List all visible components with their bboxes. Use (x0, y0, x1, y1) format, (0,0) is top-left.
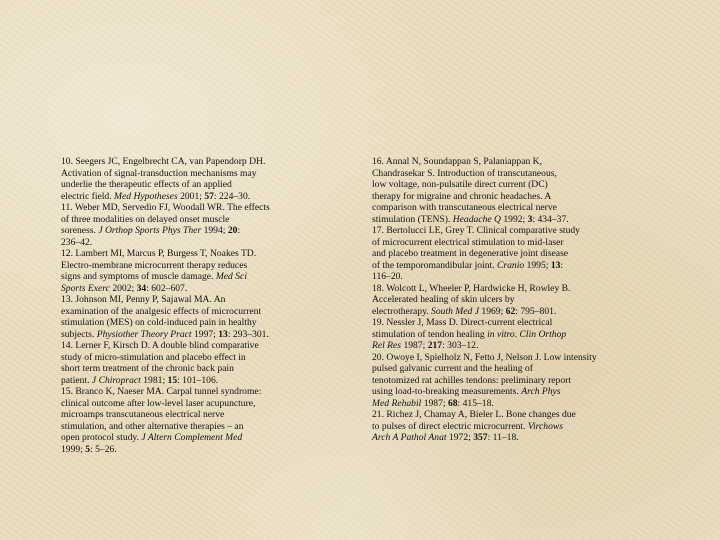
reference-line (372, 294, 622, 306)
reference-ref-21 (372, 409, 622, 444)
journal-name: Virchows (527, 420, 564, 432)
reference-ref-17 (372, 225, 622, 283)
reference-text: of three modalities on delayed onset muscle (61, 213, 230, 225)
reference-text: study of micro-stimulation and placebo effect in (61, 351, 246, 363)
reference-line (61, 432, 311, 444)
reference-text: stimulation, and other alternative therapies – an (61, 420, 244, 432)
reference-ref-18 (372, 283, 622, 318)
reference-ref-13 (61, 294, 311, 340)
reference-text: Activation of signal-transduction mechanisms may (61, 167, 257, 179)
journal-name: in vitro (487, 328, 515, 340)
reference-text: 2002; (109, 282, 137, 294)
reference-line (372, 214, 622, 226)
reference-line (372, 237, 622, 249)
reference-text: examination of the analgesic effects of microcurrent (61, 305, 262, 317)
reference-ref-15 (61, 386, 311, 455)
reference-text: short term treatment of the chronic back pain (61, 363, 234, 374)
reference-text: electrotherapy. (372, 305, 432, 317)
reference-line (372, 375, 622, 387)
journal-name: Med Hypotheses (114, 190, 178, 202)
reference-line (372, 386, 622, 398)
reference-line (61, 363, 311, 375)
journal-name: Med Sci (215, 271, 247, 282)
reference-text: : 5–26. (90, 443, 117, 455)
reference-line (372, 398, 622, 410)
reference-text: : 303–12. (442, 340, 479, 351)
reference-line (61, 386, 311, 398)
reference-text: 1997; (191, 328, 219, 340)
reference-line (372, 409, 622, 421)
reference-line (372, 179, 622, 191)
reference-text: 19. Nessler J, Mass D. Direct-current electrical (372, 317, 553, 328)
reference-ref-12 (61, 248, 311, 294)
reference-ref-16 (372, 156, 622, 225)
reference-text: 10. Seegers JC, Engelbrecht CA, van Papendorp DH. (61, 156, 266, 167)
reference-line (61, 214, 311, 226)
reference-line (61, 237, 311, 249)
journal-name: Rel Res (372, 340, 402, 351)
journal-name: Arch Phys (521, 386, 561, 397)
reference-line (61, 306, 311, 318)
journal-name: Headache Q (452, 213, 501, 225)
reference-text: 1981; (140, 374, 168, 386)
reference-text: : 224–30. (213, 190, 251, 202)
reference-text: 2001; (177, 190, 205, 202)
reference-text: . (514, 328, 520, 340)
reference-line (372, 421, 622, 433)
reference-text: 21. Richez J, Chamay A, Bieler L. Bone changes due (372, 409, 576, 420)
reference-line (61, 191, 311, 203)
reference-text: : 602–607. (146, 282, 188, 294)
reference-text: 1994; (201, 225, 228, 236)
reference-text: low voltage, non-pulsatile direct current (DC) (372, 179, 548, 190)
reference-text: 1972; (446, 432, 474, 443)
reference-line (372, 225, 622, 237)
reference-ref-11 (61, 202, 311, 248)
volume-number: 62 (505, 305, 516, 317)
reference-line (61, 421, 311, 433)
reference-text: stimulation (TENS). (372, 213, 453, 225)
reference-ref-20 (372, 352, 622, 410)
reference-text: 14. Lerner F, Kirsch D. A double blind comparative (61, 340, 259, 351)
reference-line (61, 329, 311, 341)
reference-line (372, 271, 622, 283)
journal-name: J Orthop Sports Phys Ther (98, 225, 202, 236)
volume-number: 357 (473, 432, 488, 443)
reference-text: 1999; (61, 443, 86, 455)
reference-text: of microcurrent electrical stimulation to mid-laser (372, 236, 564, 248)
reference-line (372, 363, 622, 375)
reference-text: stimulation (MES) on cold-induced pain in healthy (61, 317, 257, 328)
reference-line (61, 375, 311, 387)
reference-line (372, 202, 622, 214)
reference-text: and placebo treatment in degenerative joint disease (372, 248, 569, 259)
reference-line (61, 260, 311, 272)
reference-text: Accelerated healing of skin ulcers by (372, 294, 515, 305)
volume-number: 5 (85, 443, 91, 455)
reference-text: 1995; (524, 259, 551, 271)
reference-line (61, 225, 311, 237)
volume-number: 68 (447, 397, 458, 409)
reference-line (61, 248, 311, 260)
reference-text: clinical outcome after low-level laser acupuncture, (61, 397, 256, 409)
volume-number: 34 (136, 282, 147, 294)
reference-line (61, 398, 311, 410)
reference-ref-14 (61, 340, 311, 386)
reference-line (61, 202, 311, 214)
reference-text: 13. Johnson MI, Penny P, Sajawal MA. An (61, 294, 226, 305)
journal-name: J Altern Complement Med (141, 432, 243, 443)
reference-text: comparison with transcutaneous electrical nerve (372, 202, 557, 213)
reference-text: soreness. (61, 225, 99, 236)
reference-text: pulsed galvanic current and the healing of (372, 363, 533, 374)
volume-number: 57 (204, 190, 214, 202)
reference-text: tenotomized rat achilles tendons: preliminary report (372, 374, 572, 386)
reference-text: : 434–37. (532, 213, 569, 225)
journal-name: Arch A Pathol Anat (372, 432, 447, 443)
reference-line (372, 248, 622, 260)
volume-number: 13 (218, 328, 228, 340)
reference-ref-10 (61, 156, 311, 202)
reference-text: electric field. (61, 190, 114, 202)
reference-text: microamps transcutaneous electrical nerve (61, 409, 225, 420)
reference-text: to pulses of direct electric microcurrent. (372, 420, 528, 432)
reference-text: of the temporomandibular joint. (372, 259, 497, 271)
reference-line (61, 352, 311, 364)
volume-number: 3 (527, 213, 533, 225)
reference-text: therapy for migraine and chronic headaches. A (372, 190, 552, 202)
reference-text: : 415–18. (457, 397, 494, 409)
reference-line (372, 329, 622, 341)
reference-text: patient. (61, 374, 92, 386)
reference-text: 1992; (500, 213, 528, 225)
reference-text: : 293–301. (227, 328, 269, 340)
reference-line (372, 168, 622, 180)
journal-name: South Med J (431, 305, 480, 317)
reference-text: 116–20. (372, 271, 403, 282)
reference-text: 236–42. (61, 236, 93, 248)
reference-text: : 101–106. (177, 374, 219, 386)
reference-text: open protocol study. (61, 432, 142, 443)
reference-text: using load-to-breaking measurements. (372, 386, 522, 397)
reference-text: 17. Bertolucci LE, Grey T. Clinical comparative study (372, 225, 580, 236)
journal-name: Physiother Theory Pract (96, 328, 192, 340)
volume-number: 15 (167, 374, 178, 386)
volume-number: 13 (550, 259, 561, 271)
reference-line (61, 179, 311, 191)
reference-text: : 11–18. (487, 432, 519, 443)
reference-line (372, 283, 622, 295)
reference-line (372, 191, 622, 203)
volume-number: 217 (427, 340, 443, 351)
reference-line (372, 317, 622, 329)
journal-name: Clin Orthop (519, 328, 567, 340)
reference-line (372, 260, 622, 272)
reference-text: : (560, 259, 564, 271)
reference-text: Electro-membrane microcurrent therapy reduces (61, 259, 248, 271)
reference-text: : (237, 225, 241, 236)
reference-text: 1969; (479, 305, 506, 317)
reference-text: : 795–801. (515, 305, 557, 317)
reference-text: 1987; (421, 397, 448, 409)
reference-text: 12. Lambert MI, Marcus P, Burgess T, Noakes TD. (61, 248, 257, 259)
reference-line (372, 306, 622, 318)
reference-line (61, 156, 311, 168)
journal-name: J Chiropract (91, 374, 141, 386)
reference-line (61, 294, 311, 306)
reference-line (61, 271, 311, 283)
reference-text: 11. Weber MD, Servedio FJ, Woodall WR. The effects (61, 202, 270, 213)
reference-text: subjects. (61, 328, 97, 340)
reference-line (372, 340, 622, 352)
reference-line (61, 340, 311, 352)
reference-text: underlie the therapeutic effects of an applied (61, 179, 232, 190)
journal-name: Sports Exerc (61, 282, 110, 294)
reference-line (372, 156, 622, 168)
reference-line (61, 409, 311, 421)
reference-text: stimulation of tendon healing (372, 328, 488, 340)
reference-text: 16. Annal N, Soundappan S, Palaniappan K, (372, 156, 543, 167)
references-left-column (61, 156, 311, 455)
reference-line (61, 444, 311, 456)
reference-text: signs and symptoms of muscle damage. (61, 271, 216, 282)
reference-text: 15. Branco K, Naeser MA. Carpal tunnel syndrome: (61, 386, 262, 397)
reference-ref-19 (372, 317, 622, 352)
reference-text: 18. Wolcott L, Wheeler P, Hardwicke H, Rowley B. (372, 282, 571, 294)
reference-line (61, 168, 311, 180)
journal-name: Cranio (496, 259, 525, 271)
reference-line (372, 352, 622, 364)
journal-name: Med Rehabil (372, 397, 422, 409)
reference-line (61, 283, 311, 295)
reference-line (372, 432, 622, 444)
volume-number: 20 (227, 225, 238, 236)
references-right-column (372, 156, 622, 444)
reference-line (61, 317, 311, 329)
reference-text: 20. Owoye I, Spielholz N, Fetto J, Nelson J. Low intensity (372, 351, 597, 363)
reference-text: 1987; (401, 340, 428, 351)
reference-text: Chandrasekar S. Introduction of transcutaneous, (372, 167, 557, 179)
